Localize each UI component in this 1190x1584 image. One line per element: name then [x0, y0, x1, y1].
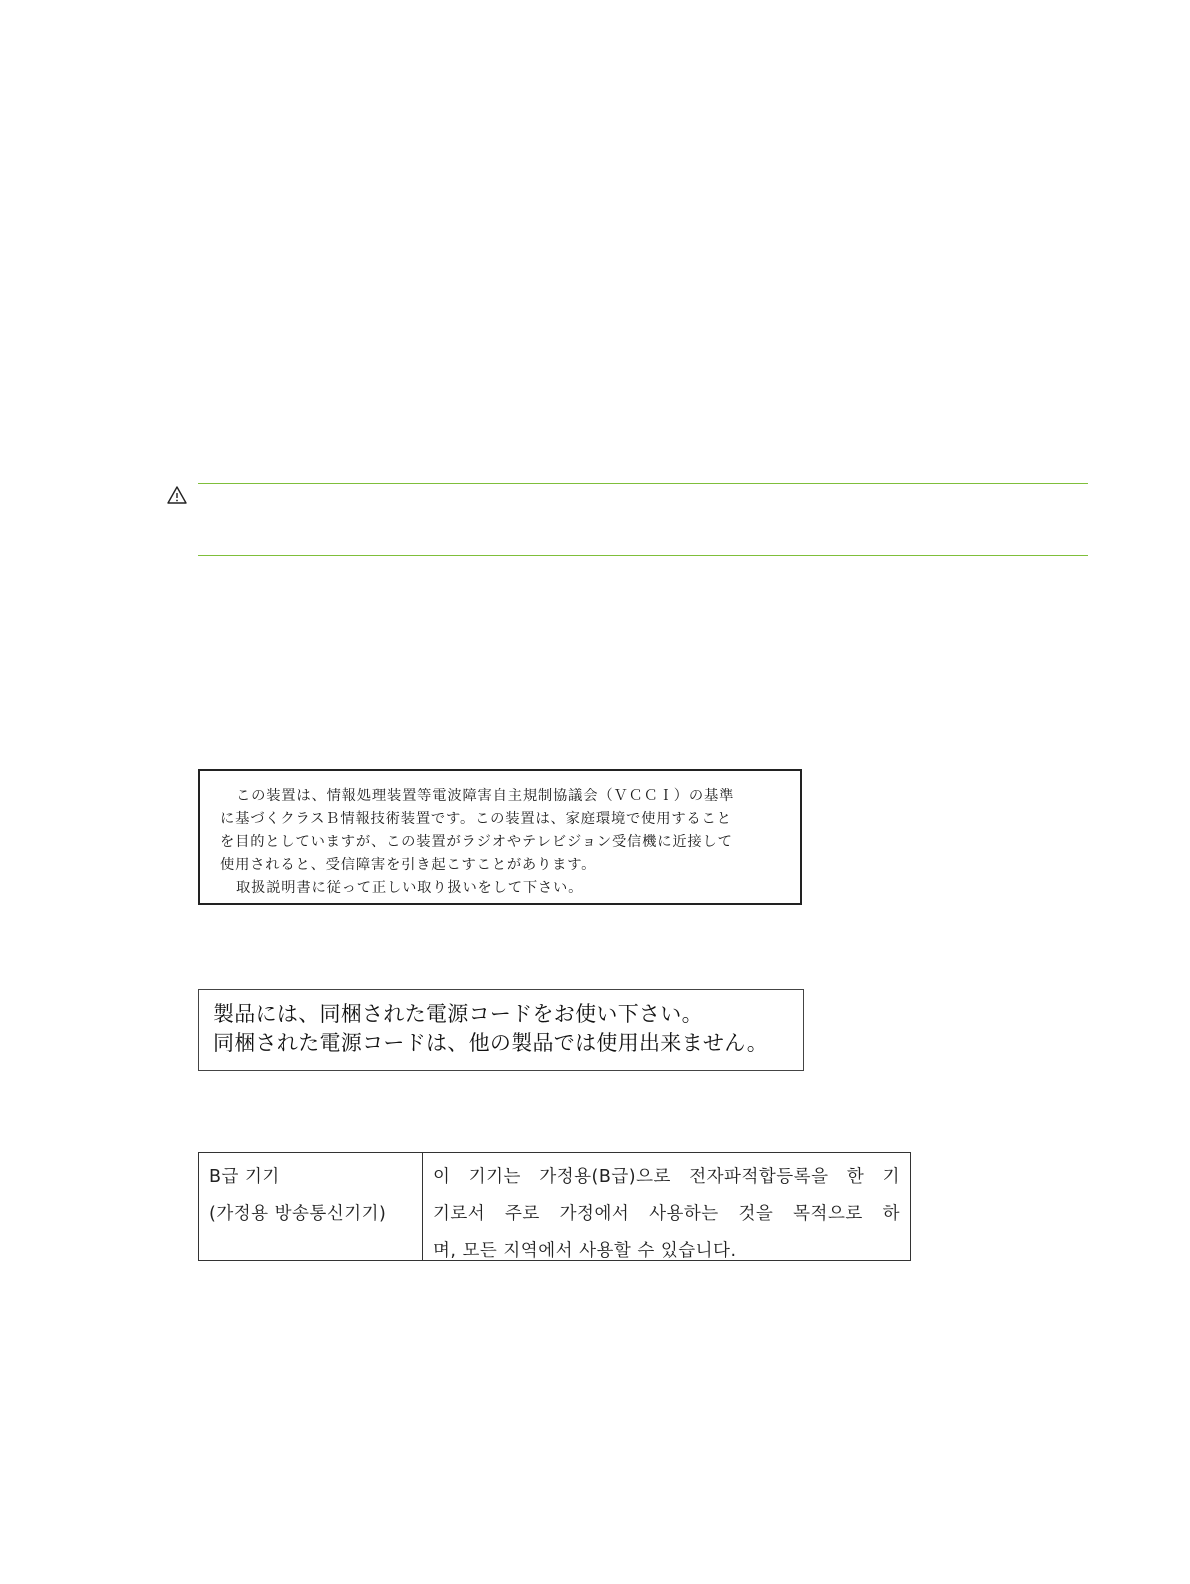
vcci-line: を目的としていますが、この装置がラジオやテレビジョン受信機に近接して	[220, 834, 733, 850]
korean-notice-line: 며, 모든 지역에서 사용할 수 있습니다.	[433, 1241, 737, 1261]
korean-notice-text-cell	[423, 1153, 910, 1260]
vcci-notice-box	[198, 769, 802, 905]
power-cord-line: 同梱された電源コードは、他の製品では使用出来ません。	[213, 1031, 769, 1055]
vcci-line: 取扱説明書に従って正しい取り扱いをして下さい。	[236, 880, 584, 896]
korean-notice-line: 기로서 주로 가정에서 사용하는 것을 목적으로 하	[433, 1204, 900, 1224]
korean-notice-line: 이 기기는 가정용(B급)으로 전자파적합등록을 한 기	[433, 1167, 900, 1187]
warning-triangle-icon	[166, 485, 188, 505]
caution-top-rule	[198, 483, 1088, 484]
power-cord-line: 製品には、同梱された電源コードをお使い下さい。	[213, 1002, 703, 1026]
vcci-line: この装置は、情報処理装置等電波障害自主規制協議会（ＶＣＣＩ）の基準	[236, 788, 735, 804]
vcci-line: に基づくクラスＢ情報技術装置です。この装置は、家庭環境で使用すること	[220, 811, 732, 827]
power-cord-notice-box	[198, 989, 804, 1071]
korean-emc-notice-table	[198, 1152, 911, 1261]
device-class-description: (가정용 방송통신기기)	[209, 1204, 387, 1224]
device-class-label: B급 기기	[209, 1167, 280, 1187]
vcci-line: 使用されると、受信障害を引き起こすことがあります。	[220, 857, 597, 873]
korean-device-class-cell	[199, 1153, 423, 1260]
caution-bottom-rule	[198, 555, 1088, 556]
